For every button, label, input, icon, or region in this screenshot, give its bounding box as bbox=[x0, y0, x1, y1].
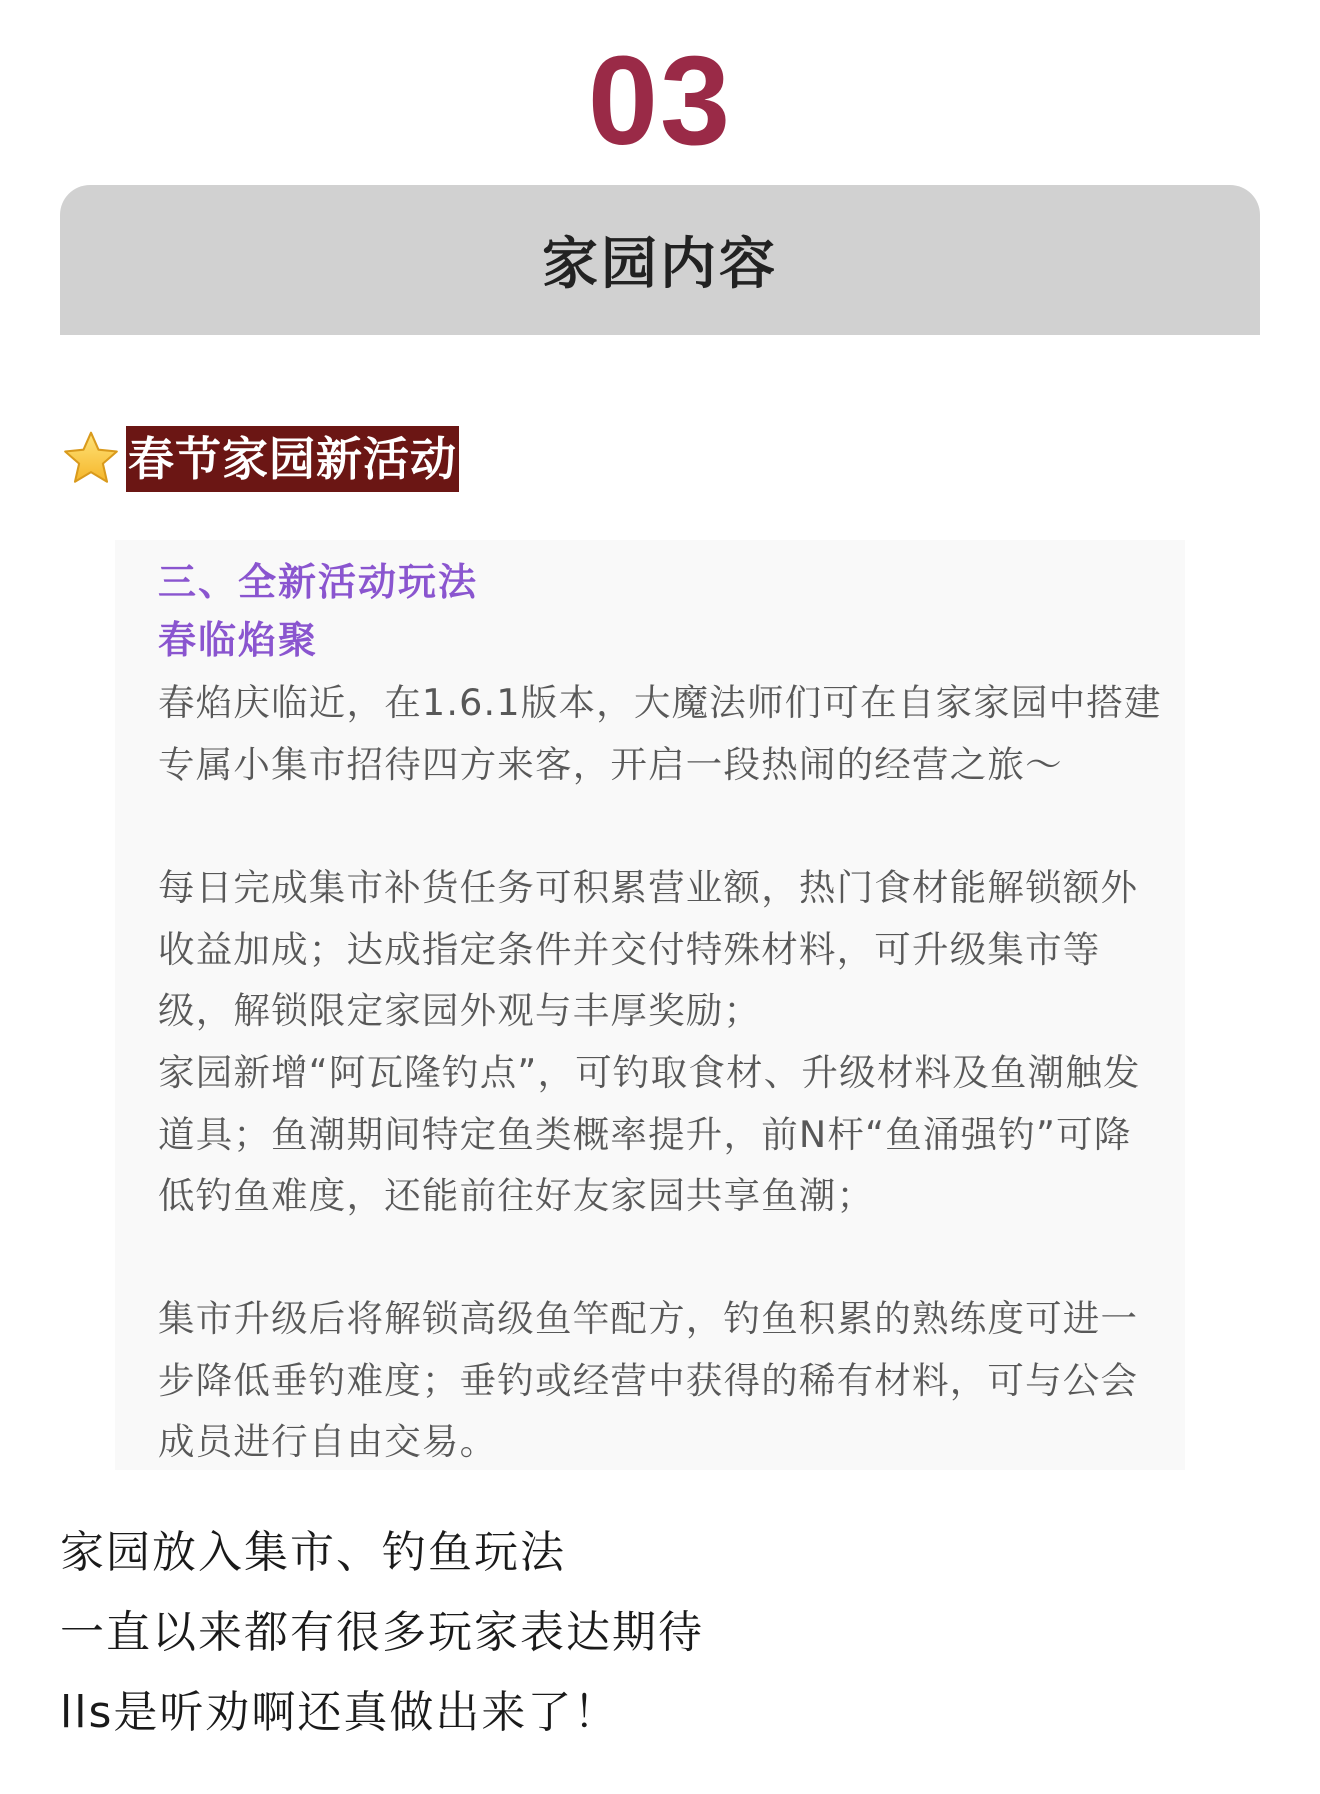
comment-line: 家园放入集市、钓鱼玩法 bbox=[60, 1527, 566, 1578]
highlight-title: 春节家园新活动 bbox=[126, 426, 459, 492]
banner-title: 家园内容 bbox=[542, 232, 778, 297]
quote-paragraph: 春焰庆临近，在1.6.1版本，大魔法师们可在自家家园中搭建专属小集市招待四方来客，开启一段热闹的经营之旅～ bbox=[158, 681, 1162, 786]
comment-line: lls是听劝啊还真做出来了！ bbox=[60, 1687, 620, 1738]
quote-subheading: 春临焰聚 bbox=[158, 618, 319, 662]
quote-paragraph: 家园新增“阿瓦隆钓点”，可钓取食材、升级材料及鱼潮触发道具；鱼潮期间特定鱼类概率提升，前N杆“鱼涌强钓”可降低钓鱼难度，还能前往好友家园共享鱼潮； bbox=[158, 1051, 1141, 1217]
quote-paragraph: 集市升级后将解锁高级鱼竿配方，钓鱼积累的熟练度可进一步降低垂钓难度；垂钓或经营中获得的稀有材料，可与公会成员进行自由交易。 bbox=[158, 1297, 1139, 1463]
highlight-row bbox=[60, 425, 459, 493]
section-number: 03 bbox=[587, 30, 733, 171]
star-icon bbox=[60, 428, 122, 490]
comment-line: 一直以来都有很多玩家表达期待 bbox=[60, 1607, 704, 1658]
section-banner bbox=[60, 185, 1260, 335]
quote-heading: 三、全新活动玩法 bbox=[158, 560, 479, 604]
quote-paragraph: 每日完成集市补货任务可积累营业额，热门食材能解锁额外收益加成；达成指定条件并交付特殊材料，可升级集市等级，解锁限定家园外观与丰厚奖励； bbox=[158, 866, 1139, 1032]
